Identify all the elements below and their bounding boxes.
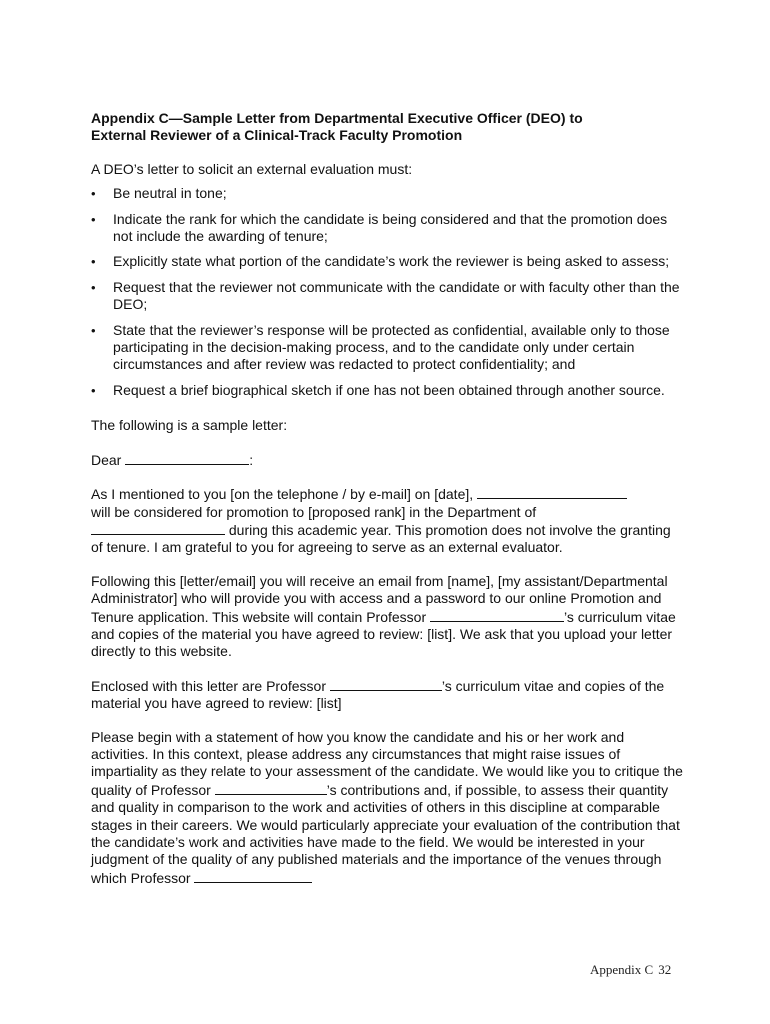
sample-intro: The following is a sample letter: <box>91 417 288 434</box>
heading-line-1: Appendix C—Sample Letter from Departmental Executive Officer (DEO) to <box>91 110 583 126</box>
paragraph-text: ’s curriculum vitae and copies of the material you have agreed to review: [list]. We ask that you upload your letter directly to this website. <box>91 608 676 660</box>
salutation-colon: : <box>249 451 254 468</box>
bullet-icon: • <box>91 322 96 338</box>
candidate-name-blank <box>477 485 627 499</box>
list-item <box>91 382 683 399</box>
list-item-text: Indicate the rank for which the candidate is being considered and that the promotion does not include the awarding of tenure; <box>113 210 668 245</box>
list-item <box>91 322 683 374</box>
footer-label: Appendix C <box>590 962 654 977</box>
letter-paragraph-1 <box>91 485 683 557</box>
letter-salutation <box>91 451 683 469</box>
list-item-text: Request a brief biographical sketch if one has not been obtained through another source. <box>113 381 665 398</box>
professor-name-blank <box>430 608 564 622</box>
list-item-text: Request that the reviewer not communicate with the candidate or with faculty other than the DEO; <box>113 278 680 313</box>
list-item <box>91 211 683 246</box>
department-name-blank <box>91 521 225 535</box>
reviewer-name-blank <box>125 451 249 465</box>
appendix-heading <box>91 110 683 145</box>
professor-name-blank <box>330 677 442 691</box>
paragraph-text: will be considered for promotion to [proposed rank] in the Department of <box>91 503 537 520</box>
list-item-text: Be neutral in tone; <box>113 185 227 202</box>
list-item <box>91 253 683 270</box>
requirements-list <box>91 185 683 399</box>
page-number: 32 <box>658 962 672 977</box>
bullet-icon: • <box>91 211 96 227</box>
list-item-text: Explicitly state what portion of the candidate’s work the reviewer is being asked to assess; <box>113 253 670 270</box>
list-item <box>91 185 683 202</box>
professor-name-blank <box>215 781 327 795</box>
paragraph-text: As I mentioned to you [on the telephone / by e-mail] on [date], <box>91 486 474 503</box>
salutation-text: Dear <box>91 451 122 468</box>
paragraph-text: Following this [letter/email] you will receive an email from [name], [my assistant/Departmental Administrator] who will provide you with access and a password to our online Promotion and Tenure application. This website will contain Professor <box>91 572 668 625</box>
intro-text: A DEO’s letter to solicit an external evaluation must: <box>91 160 413 177</box>
list-item-text: State that the reviewer’s response will be protected as confidential, available only to those participating in the decision-making process, and to the candidate only under certain circumstances and after review was redacted to protect confidentiality; and <box>113 321 670 373</box>
list-item <box>91 279 683 314</box>
paragraph-text: ’s contributions and, if possible, to assess their quantity and quality in comparison to the work and activities of others in this discipline at comparable stages in their careers. We would particularly appreciate your evaluation of the contribution that the candidate’s work and activities have made to the field. We would be interested in your judgment of the quality of any published materials and the importance of the venues through which Professor <box>91 781 680 886</box>
bullet-icon: • <box>91 186 96 202</box>
paragraph-text: Enclosed with this letter are Professor <box>91 677 326 694</box>
letter-paragraph-4 <box>91 729 683 888</box>
bullet-icon: • <box>91 254 96 270</box>
letter-paragraph-2 <box>91 573 683 661</box>
heading-line-2: External Reviewer of a Clinical-Track Faculty Promotion <box>91 127 463 144</box>
document-body <box>91 110 683 903</box>
paragraph-text: ’s curriculum vitae and copies of the material you have agreed to review: [list] <box>91 677 665 712</box>
professor-name-blank <box>194 869 312 883</box>
paragraph-text: during this academic year. This promotion does not involve the granting of tenure. I am grateful to you for agreeing to serve as an external evaluator. <box>91 521 671 556</box>
letter-paragraph-3 <box>91 677 683 713</box>
page-footer <box>590 962 671 978</box>
bullet-icon: • <box>91 382 96 398</box>
bullet-icon: • <box>91 279 96 295</box>
paragraph-text: Please begin with a statement of how you know the candidate and his or her work and activities. In this context, please address any circumstances that might raise issues of impartiality as they relate to your assessment of the candidate. We would like you to critique the quality of Professor <box>91 728 683 798</box>
